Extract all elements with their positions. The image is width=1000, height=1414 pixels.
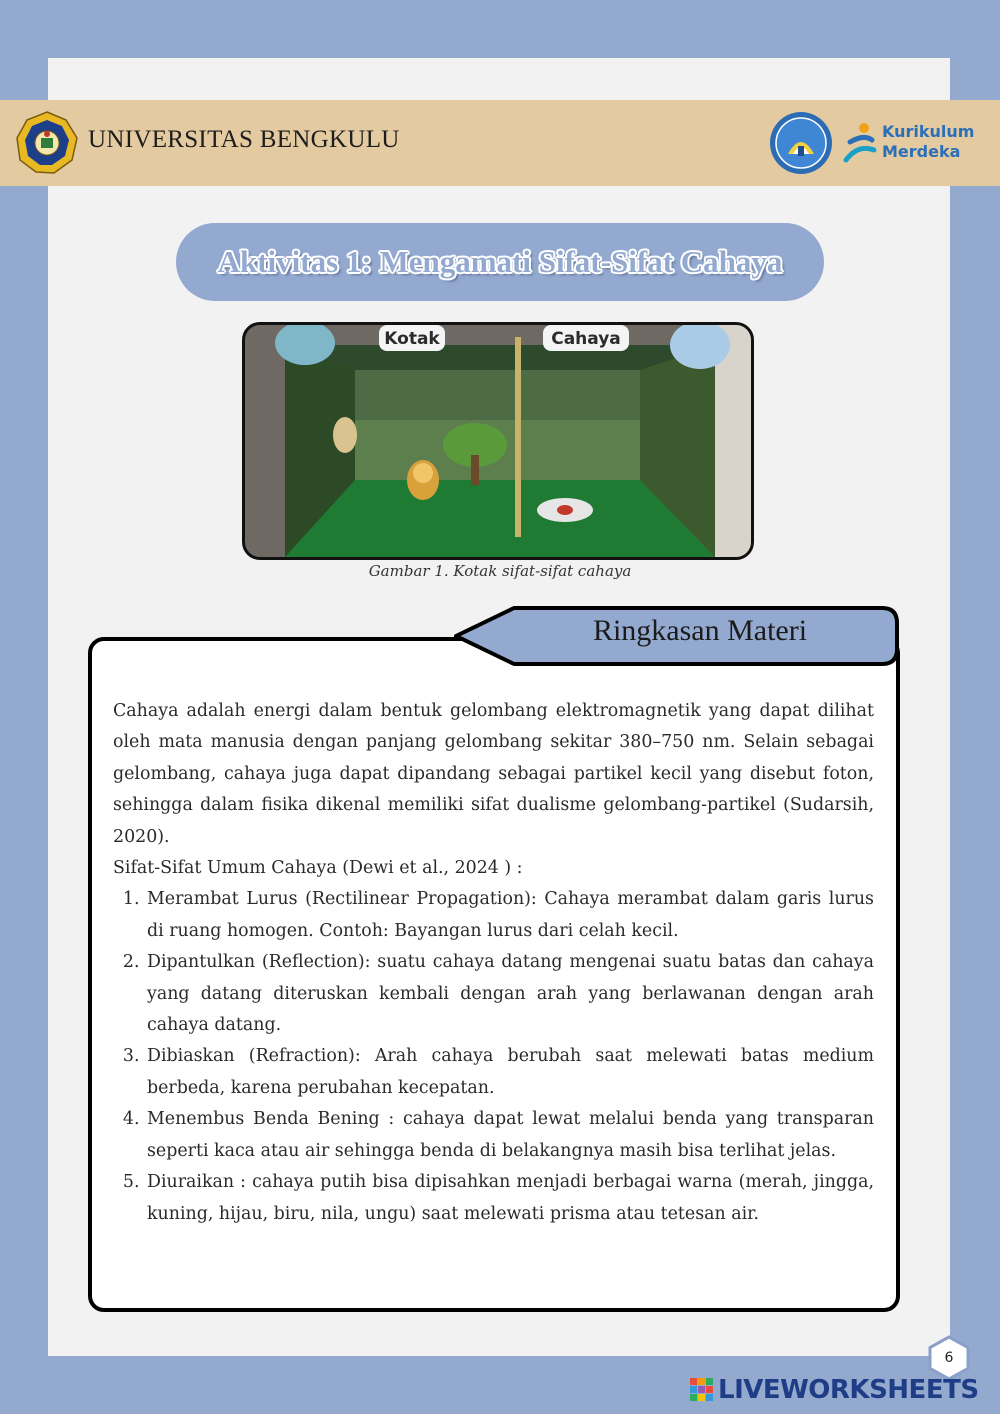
university-name: UNIVERSITAS BENGKULU <box>88 126 400 153</box>
list-item: 4. Menembus Benda Bening : cahaya dapat lewat melalui benda yang transparan seperti kaca atau air sehingga benda di belakangnya masih bisa terlihat jelas. <box>145 1104 874 1167</box>
tut-wuri-handayani-logo <box>768 110 834 176</box>
list-item: 1. Merambat Lurus (Rectilinear Propagation): Cahaya merambat dalam garis lurus di ruang homogen. Contoh: Bayangan lurus dari celah kecil. <box>145 884 874 947</box>
list-item: 2. Dipantulkan (Reflection): suatu cahaya datang mengenai suatu batas dan cahaya yang datang diteruskan kembali dengan arah yang berlawanan dengan arah cahaya datang. <box>145 947 874 1041</box>
kurikulum-word: Kurikulum <box>882 122 975 141</box>
liveworksheets-wordmark: LIVEWORKSHEETS <box>718 1375 979 1405</box>
light-box-illustration <box>245 325 751 557</box>
university-logo <box>14 110 80 176</box>
light-box-photo <box>242 322 754 560</box>
activity-title-banner <box>176 223 824 301</box>
properties-list-title: Sifat-Sifat Umum Cahaya (Dewi et al., 2024 ) : <box>113 858 523 879</box>
list-item: 3. Dibiaskan (Refraction): Arah cahaya berubah saat melewati batas medium berbeda, karena perubahan kecepatan. <box>145 1041 874 1104</box>
liveworksheets-logo-icon <box>690 1378 714 1402</box>
merdeka-word: Merdeka <box>882 142 961 161</box>
summary-intro: Cahaya adalah energi dalam bentuk gelombang elektromagnetik yang dapat dilihat oleh mata manusia dengan panjang gelombang sekitar 380–750 nm. Selain sebagai gelombang, cahaya juga dapat dipandang sebagai partikel kecil yang disebut foton, sehingga dalam fisika dikenal memiliki sifat dualisme gelombang-partikel (Sudarsih, 2020). <box>113 701 874 847</box>
page-number: 6 <box>944 1350 954 1366</box>
liveworksheets-brand[interactable] <box>690 1374 979 1406</box>
activity-title: Aktivitas 1: Mengamati Sifat-Sifat Cahaya <box>217 244 783 279</box>
kurikulum-merdeka-wordmark <box>882 122 974 162</box>
properties-list <box>113 884 874 1229</box>
kurikulum-merdeka-icon <box>842 120 880 168</box>
summary-heading: Ringkasan Materi <box>592 614 808 647</box>
photo-label-right: Cahaya <box>551 329 621 349</box>
photo-label-left: Kotak <box>384 329 440 349</box>
list-item: 5. Diuraikan : cahaya putih bisa dipisahkan menjadi berbagai warna (merah, jingga, kuning, hijau, biru, nila, ungu) saat melewati prisma atau tetesan air. <box>145 1167 874 1230</box>
summary-content <box>113 696 874 1230</box>
figure-caption: Gambar 1. Kotak sifat-sifat cahaya <box>368 562 632 580</box>
